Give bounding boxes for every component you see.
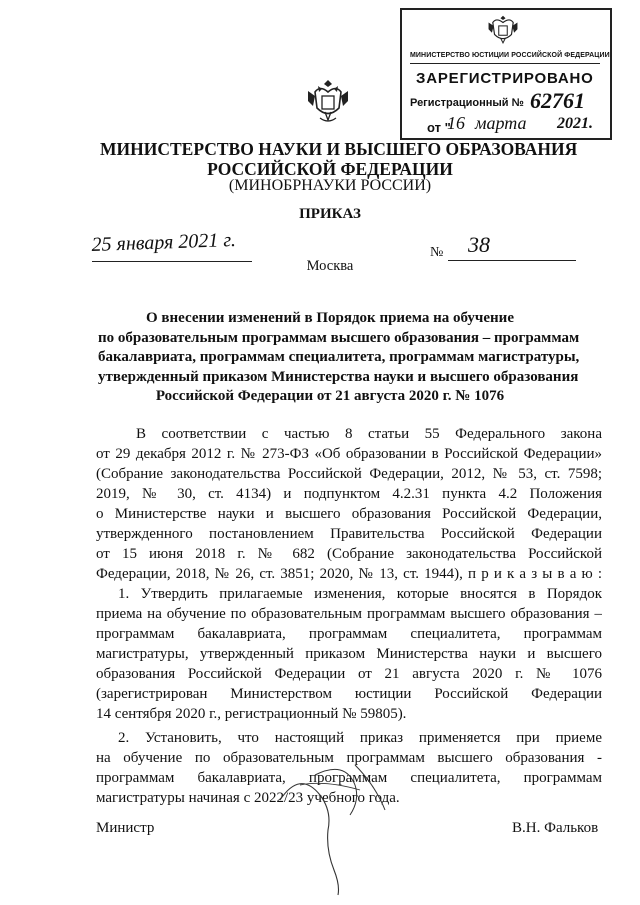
body-line: о Министерстве науки и высшего образования Российской Федерации, bbox=[96, 506, 602, 522]
stamp-date-year: 2021. bbox=[557, 115, 593, 132]
item-1-line: образования Российской Федерации от 21 августа 2020 г. № 1076 bbox=[96, 666, 602, 682]
coat-of-arms-icon bbox=[486, 12, 520, 50]
handwritten-signature bbox=[260, 740, 430, 900]
subject-line: бакалавриата, программам специалитета, программам магистратуры, bbox=[98, 349, 580, 366]
signer-title: Министр bbox=[96, 820, 155, 836]
item-2-line: программам бакалавриата, программам специалитета, программам bbox=[96, 770, 602, 786]
ministry-line-1: МИНИСТЕРСТВО НАУКИ И ВЫСШЕГО ОБРАЗОВАНИЯ bbox=[100, 139, 578, 159]
stamp-registration-number: 62761 bbox=[530, 88, 585, 113]
body-line: 2019, № 30, ст. 4134) и подпунктом 4.2.31 пункта 4.2 Положения bbox=[96, 486, 602, 502]
stamp-title: ЗАРЕГИСТРИРОВАНО bbox=[416, 70, 594, 87]
item-2-line: 2. Установить, что настоящий приказ применяется при приеме bbox=[118, 730, 602, 746]
stamp-registration-label: Регистрационный № bbox=[410, 97, 524, 109]
document-type: ПРИКАЗ bbox=[299, 206, 361, 222]
body-line: Федерации, 2018, № 26, ст. 3851; 2020, № 13, ст. 1944), п р и к а з ы в а ю : bbox=[96, 566, 602, 582]
handwritten-date: 25 января 2021 г. bbox=[91, 228, 237, 257]
subject-line: по образовательным программам высшего образования – программам bbox=[98, 329, 580, 346]
ministry-name bbox=[100, 139, 578, 179]
stamp-date-day: 16 bbox=[447, 113, 465, 133]
item-1-line: магистратуры, утвержденный приказом Министерства науки и высшего bbox=[96, 646, 602, 662]
body-line: от 15 июня 2018 г. № 682 (Собрание законодательства Российской bbox=[96, 546, 602, 562]
ministry-short-name: (МИНОБРНАУКИ РОССИИ) bbox=[228, 177, 432, 194]
stamp-ministry: МИНИСТЕРСТВО ЮСТИЦИИ РОССИЙСКОЙ ФЕДЕРАЦИИ bbox=[410, 52, 610, 59]
item-1-line: (зарегистрирован Министерством юстиции Российской Федерации bbox=[96, 686, 602, 702]
body-line: В соответствии с частью 8 статьи 55 Федерального закона bbox=[136, 426, 602, 442]
item-2-line: на обучение по образовательным программам высшего образования - bbox=[96, 750, 602, 766]
stamp-divider bbox=[410, 63, 600, 64]
number-label: № bbox=[430, 245, 444, 260]
stamp-date-month: марта bbox=[475, 113, 527, 133]
body-line: (Собрание законодательства Российской Федерации, 2012, № 53, ст. 7598; bbox=[96, 466, 602, 482]
item-2-line: магистратуры начиная с 2022/23 учебного года. bbox=[96, 790, 400, 806]
stamp-date-prefix: от " bbox=[427, 120, 451, 135]
order-number: 38 bbox=[468, 232, 490, 257]
ministry-line-2: РОССИЙСКОЙ ФЕДЕРАЦИИ bbox=[207, 159, 453, 179]
item-1-line: 1. Утвердить прилагаемые изменения, которые вносятся в Порядок bbox=[118, 586, 602, 602]
item-1-line: программам бакалавриата, программам специалитета, программам bbox=[96, 626, 602, 642]
item-1-line: приема на обучение по образовательным программам высшего образования – bbox=[96, 606, 602, 622]
order-subject bbox=[98, 309, 580, 407]
subject-line: О внесении изменений в Порядок приема на обучение bbox=[146, 310, 514, 326]
subject-line: Российской Федерации от 21 августа 2020 г. № 1076 bbox=[155, 388, 505, 405]
body-line: от 29 декабря 2012 г. № 273-ФЗ «Об образовании в Российской Федерации» bbox=[96, 446, 602, 462]
body-line: утвержденного постановлением Правительства Российской Федерации bbox=[96, 526, 602, 542]
item-1-line: 14 сентября 2020 г., регистрационный № 59805). bbox=[96, 706, 407, 722]
coat-of-arms-icon bbox=[306, 78, 350, 126]
subject-line: утвержденный приказом Министерства науки и высшего образования bbox=[98, 368, 579, 385]
city: Москва bbox=[306, 258, 354, 274]
signer-name: В.Н. Фальков bbox=[512, 820, 599, 836]
